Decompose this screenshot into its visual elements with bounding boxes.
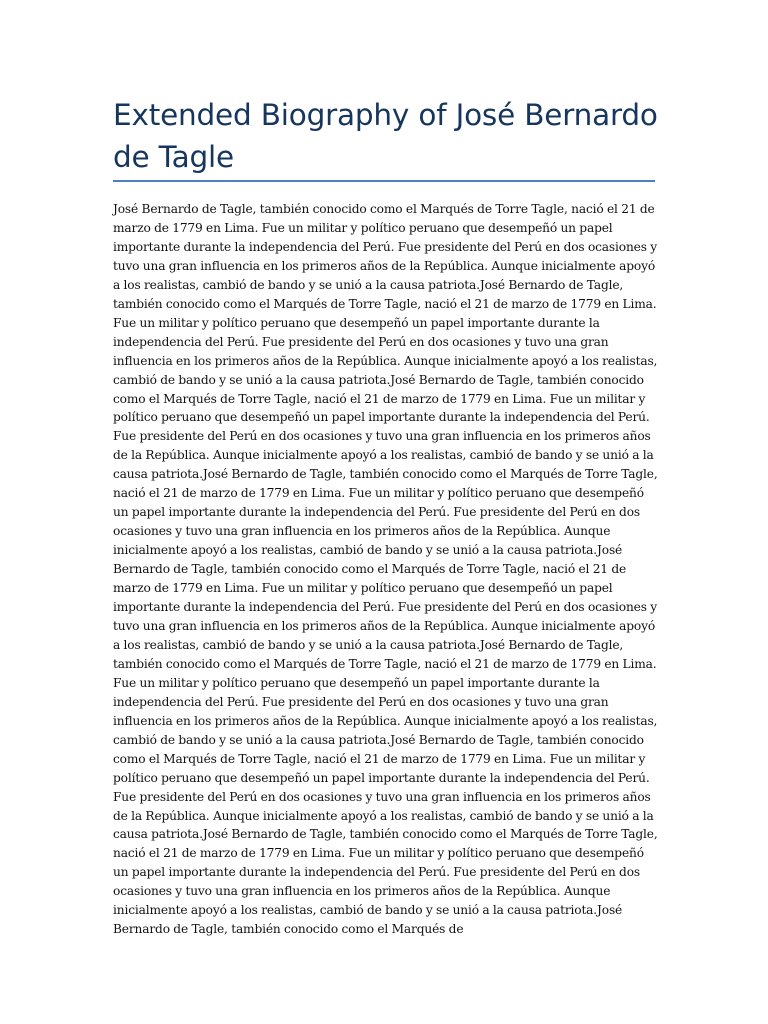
document-title: Extended Biography of José Bernardo de Tagle <box>113 98 658 174</box>
document-body-paragraph: José Bernardo de Tagle, también conocido como el Marqués de Torre Tagle, nació el 21 de marzo de 1779 en Lima. Fue un militar y político peruano que desempeñó un papel importante durante la independencia del Perú. Fue presidente del Perú en dos ocasiones y tuvo una gran influencia en los primeros años de la República. Aunque inicialmente apoyó a los realistas, cambió de bando y se unió a la causa patriota.José Bernardo de Tagle, también conocido como el Marqués de Torre Tagle, nació el 21 de marzo de 1779 en Lima. Fue un militar y político peruano que desempeñó un papel importante durante la independencia del Perú. Fue presidente del Perú en dos ocasiones y tuvo una gran influencia en los primeros años de la República. Aunque inicialmente apoyó a los realistas, cambió de bando y se unió a la causa patriota.José Bernardo de Tagle, también conocido como el Marqués de Torre Tagle, nació el 21 de marzo de 1779 en Lima. Fue un militar y político peruano que desempeñó un papel importante durante la independencia del Perú. Fue presidente del Perú en dos ocasiones y tuvo una gran influencia en los primeros años de la República. Aunque inicialmente apoyó a los realistas, cambió de bando y se unió a la causa patriota.José Bernardo de Tagle, también conocido como el Marqués de Torre Tagle, nació el 21 de marzo de 1779 en Lima. Fue un militar y político peruano que desempeñó un papel importante durante la independencia del Perú. Fue presidente del Perú en dos ocasiones y tuvo una gran influencia en los primeros años de la República. Aunque inicialmente apoyó a los realistas, cambió de bando y se unió a la causa patriota.José Bernardo de Tagle, también conocido como el Marqués de Torre Tagle, nació el 21 de marzo de 1779 en Lima. Fue un militar y político peruano que desempeñó un papel importante durante la independencia del Perú. Fue presidente del Perú en dos ocasiones y tuvo una gran influencia en los primeros años de la República. Aunque inicialmente apoyó a los realistas, cambió de bando y se unió a la causa patriota.José Bernardo de Tagle, también conocido como el Marqués de Torre Tagle, nació el 21 de marzo de 1779 en Lima. Fue un militar y político peruano que desempeñó un papel importante durante la independencia del Perú. Fue presidente del Perú en dos ocasiones y tuvo una gran influencia en los primeros años de la República. Aunque inicialmente apoyó a los realistas, cambió de bando y se unió a la causa patriota.José Bernardo de Tagle, también conocido como el Marqués de Torre Tagle, nació el 21 de marzo de 1779 en Lima. Fue un militar y político peruano que desempeñó un papel importante durante la independencia del Perú. Fue presidente del Perú en dos ocasiones y tuvo una gran influencia en los primeros años de la República. Aunque inicialmente apoyó a los realistas, cambió de bando y se unió a la causa patriota.José Bernardo de Tagle, también conocido como el Marqués de Torre Tagle, nació el 21 de marzo de 1779 en Lima. Fue un militar y político peruano que desempeñó un papel importante durante la independencia del Perú. Fue presidente del Perú en dos ocasiones y tuvo una gran influencia en los primeros años de la República. Aunque inicialmente apoyó a los realistas, cambió de bando y se unió a la causa patriota.José Bernardo de Tagle, también conocido como el Marqués de <box>113 202 658 937</box>
title-divider <box>113 180 655 182</box>
